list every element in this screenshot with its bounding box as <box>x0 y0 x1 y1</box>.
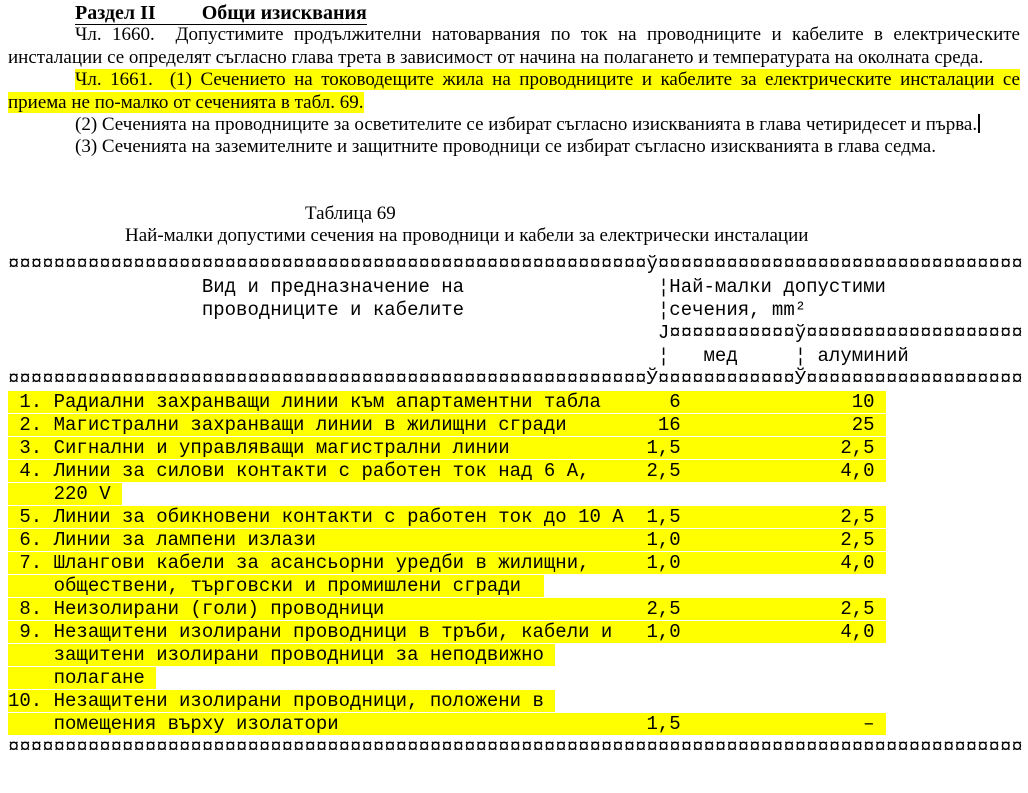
row-7-cont <box>8 575 1020 598</box>
highlight-segment: 9. Незащитени изолирани проводници в тръби, кабели и 1,0 4,0 <box>8 620 886 643</box>
rule-mid: Ј¤¤¤¤¤¤¤¤¤¤¤ў¤¤¤¤¤¤¤¤¤¤¤¤¤¤¤¤¤¤¤ <box>8 321 1023 344</box>
row-4 <box>8 460 1020 483</box>
row-4-cont <box>8 483 1020 506</box>
highlight-segment: 10. Незащитени изолирани проводници, положени в <box>8 689 556 712</box>
row-10-cont <box>8 713 1020 736</box>
highlight-segment: 220 V <box>8 482 123 505</box>
row-2 <box>8 414 1020 437</box>
highlight-segment: обществени, търговски и промишлени сгради <box>8 574 544 597</box>
paragraph-art-1660 <box>8 24 1020 69</box>
highlight-segment: помещения върху изолатори 1,5 – <box>8 712 886 735</box>
row-10 <box>8 690 1020 713</box>
header-row-3: ¦ мед ¦ алуминий <box>8 344 1023 367</box>
rule-top: ¤¤¤¤¤¤¤¤¤¤¤¤¤¤¤¤¤¤¤¤¤¤¤¤¤¤¤¤¤¤¤¤¤¤¤¤¤¤¤¤¤¤¤¤¤¤¤¤¤¤¤¤¤¤¤¤ў¤¤¤¤¤¤¤¤¤¤¤¤¤¤¤¤¤¤¤¤¤¤¤¤¤¤¤¤¤¤¤¤ <box>8 252 1023 275</box>
header-row-1: Вид и предназначение на ¦Най-малки допустими <box>8 275 1023 298</box>
text-cursor <box>978 114 980 133</box>
row-9-cont-1 <box>8 644 1020 667</box>
row-9-cont-2 <box>8 667 1020 690</box>
highlight-segment: 1. Радиални захранващи линии към апартаментни табла 6 10 <box>8 390 886 413</box>
section-title: Общи изисквания <box>201 2 367 24</box>
row-6 <box>8 529 1020 552</box>
row-7 <box>8 552 1020 575</box>
row-1 <box>8 391 1020 414</box>
row-9 <box>8 621 1020 644</box>
header-row-2: проводниците и кабелите ¦сечения, mm² <box>8 298 1023 321</box>
paragraph-art-1661-3 <box>8 136 1020 158</box>
section-heading <box>8 2 1020 24</box>
highlight-segment: 5. Линии за обикновени контакти с работен ток до 10 А 1,5 2,5 <box>8 505 886 528</box>
highlight-segment: 7. Шлангови кабели за асансьорни уредби в жилищни, 1,0 4,0 <box>8 551 886 574</box>
table-69 <box>8 252 1023 759</box>
highlight-segment: защитени изолирани проводници за неподвижно <box>8 643 556 666</box>
table-subtitle: Най-малки допустими сечения на проводници и кабели за електрически инсталации <box>125 225 809 247</box>
paragraph-art-1661-1 <box>8 69 1020 114</box>
paragraph-art-1660-text: Чл. 1660. Допустимите продължителни натоварвания по ток на проводниците и кабелите в електрическите инсталации се определят съгласно глава трета в зависимост от начина на полагането и температурата на околната среда. <box>8 24 1020 68</box>
paragraph-art-1661-2 <box>8 114 1020 136</box>
highlight-segment: полагане <box>8 666 157 689</box>
highlight-segment: 6. Линии за лампени излази 1,0 2,5 <box>8 528 886 551</box>
section-number: Раздел II <box>75 2 156 24</box>
highlighted-paragraph-art-1661-1: Чл. 1661. (1) Сечението на тоководещите жила на проводниците и кабелите за електрическите инсталации се приема не по-малко от сеченията в табл. 69. <box>8 69 1020 113</box>
paragraph-art-1661-3-text: (3) Сеченията на заземителните и защитните проводници се избират съгласно изискванията в глава седма. <box>75 136 936 158</box>
rule-bottom: ¤¤¤¤¤¤¤¤¤¤¤¤¤¤¤¤¤¤¤¤¤¤¤¤¤¤¤¤¤¤¤¤¤¤¤¤¤¤¤¤¤¤¤¤¤¤¤¤¤¤¤¤¤¤¤¤¤¤¤¤¤¤¤¤¤¤¤¤¤¤¤¤¤¤¤¤¤¤¤¤¤¤¤¤¤¤¤¤¤ <box>8 735 1023 758</box>
paragraph-art-1661-2-text: (2) Сеченията на проводниците за осветителите се избират съгласно изискванията в глава четиридесет и първа. <box>75 114 978 136</box>
highlight-segment: 8. Неизолирани (голи) проводници 2,5 2,5 <box>8 597 886 620</box>
highlight-segment: 2. Магистрални захранващи линии в жилищни сгради 16 25 <box>8 413 886 436</box>
row-3 <box>8 437 1020 460</box>
section-heading-text <box>75 2 367 25</box>
row-5 <box>8 506 1020 529</box>
row-8 <box>8 598 1020 621</box>
highlight-segment: 3. Сигнални и управляващи магистрални линии 1,5 2,5 <box>8 436 886 459</box>
rule-header-bottom: ¤¤¤¤¤¤¤¤¤¤¤¤¤¤¤¤¤¤¤¤¤¤¤¤¤¤¤¤¤¤¤¤¤¤¤¤¤¤¤¤¤¤¤¤¤¤¤¤¤¤¤¤¤¤¤¤Ў¤¤¤¤¤¤¤¤¤¤¤¤Ў¤¤¤¤¤¤¤¤¤¤¤¤¤¤¤¤¤¤¤ <box>8 367 1023 390</box>
highlight-segment: 4. Линии за силови контакти с работен ток над 6 А, 2,5 4,0 <box>8 459 886 482</box>
table-caption: Таблица 69 <box>305 202 396 224</box>
